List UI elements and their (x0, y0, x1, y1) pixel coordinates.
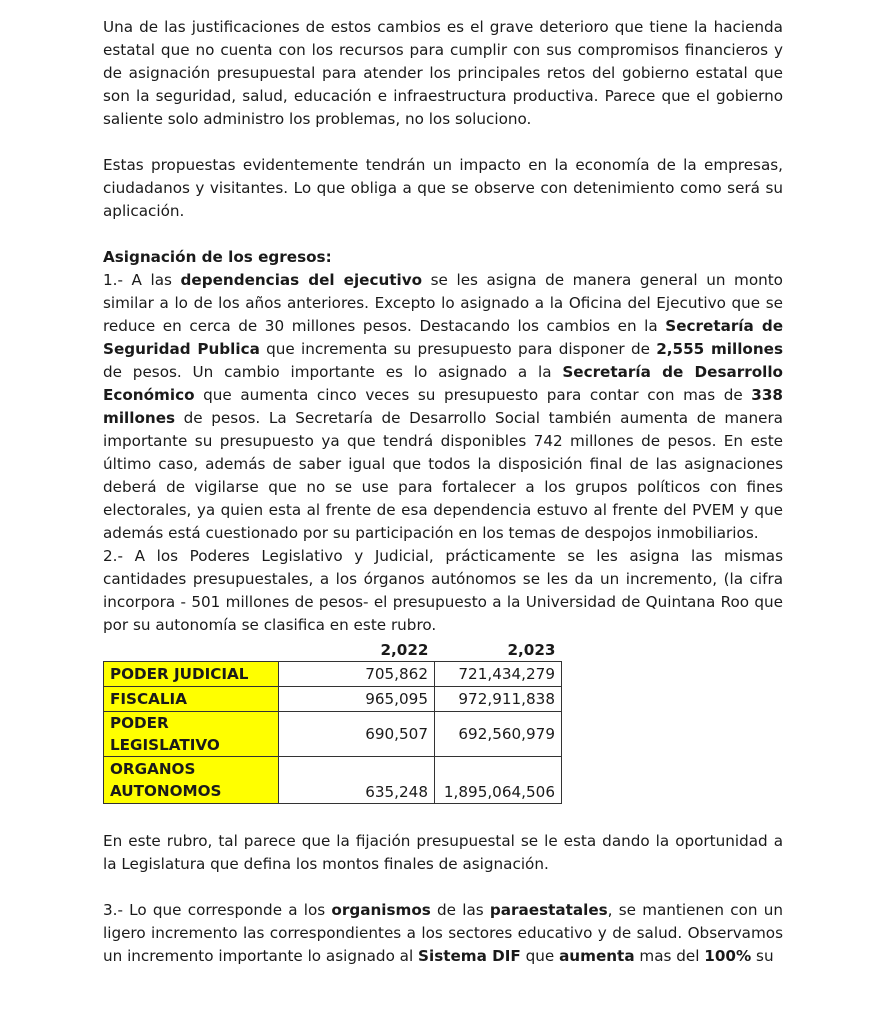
document-page (103, 16, 783, 968)
value-2023: 721,434,279 (435, 662, 562, 687)
value-2022: 705,862 (279, 662, 435, 687)
table-row (104, 687, 562, 712)
table-header-row (104, 639, 562, 662)
paragraph-justification: Una de las justificaciones de estos cambios es el grave deterioro que tiene la hacienda estatal que no cuenta con los recursos para cumplir con sus compromisos financieros y de asignación presupuestal para atender los principales retos del gobierno estatal que son la seguridad, salud, educación e infraestructura productiva. Parece que el gobierno saliente solo administro los problemas, no los soluciono. (103, 18, 783, 128)
table-row (104, 757, 562, 804)
paragraph-impact: Estas propuestas evidentemente tendrán un impacto en la economía de la empresas, ciudadanos y visitantes. Lo que obliga a que se observe con detenimiento como será su aplicación. (103, 156, 783, 220)
value-2023: 972,911,838 (435, 687, 562, 712)
table-header-2023: 2,023 (507, 641, 556, 659)
value-2022: 965,095 (279, 687, 435, 712)
budget-table (103, 639, 562, 804)
value-2023: 692,560,979 (435, 712, 562, 757)
paragraph-item-3: 3.- Lo que corresponde a los organismos de las paraestatales, se mantienen con un ligero incremento las correspondientes a los sectores educativo y de salud. Observamos un incremento importante lo asignado al Sistema DIF que aumenta mas del 100% su (103, 901, 783, 965)
row-label: PODER LEGISLATIVO (104, 712, 279, 757)
paragraph-item-2: 2.- A los Poderes Legislativo y Judicial, prácticamente se les asigna las mismas cantidades presupuestales, a los órganos autónomos se les da un incremento, (la cifra incorpora - 501 millones de pesos- el presupuesto a la Universidad de Quintana Roo que por su autonomía se clasifica en este rubro. (103, 547, 783, 634)
table-header-2022: 2,022 (380, 641, 429, 659)
row-label: FISCALIA (104, 687, 279, 712)
table-row (104, 662, 562, 687)
value-2022: 635,248 (279, 757, 435, 804)
value-2023: 1,895,064,506 (435, 757, 562, 804)
row-label: PODER JUDICIAL (104, 662, 279, 687)
value-2022: 690,507 (279, 712, 435, 757)
table-row (104, 712, 562, 757)
paragraph-legislature: En este rubro, tal parece que la fijación presupuestal se le esta dando la oportunidad a la Legislatura que defina los montos finales de asignación. (103, 832, 783, 873)
paragraph-item-1: 1.- A las dependencias del ejecutivo se les asigna de manera general un monto similar a lo de los años anteriores. Excepto lo asignado a la Oficina del Ejecutivo que se reduce en cerca de 30 millones pesos. Destacando los cambios en la Secretaría de Seguridad Publica que incrementa su presupuesto para disponer de 2,555 millones de pesos. Un cambio importante es lo asignado a la Secretaría de Desarrollo Económico que aumenta cinco veces su presupuesto para contar con mas de 338 millones de pesos. La Secretaría de Desarrollo Social también aumenta de manera importante su presupuesto ya que tendrá disponibles 742 millones de pesos. En este último caso, además de saber igual que todos la disposición final de las asignaciones deberá de vigilarse que no se use para fortalecer a los grupos políticos con fines electorales, ya quien esta al frente de esa dependencia estuvo al frente del PVEM y que además está cuestionado por su participación en los temas de despojos inmobiliarios. (103, 271, 783, 542)
section-heading: Asignación de los egresos: (103, 248, 332, 266)
row-label: ORGANOS AUTONOMOS (104, 757, 279, 804)
table-header-empty (104, 639, 279, 662)
